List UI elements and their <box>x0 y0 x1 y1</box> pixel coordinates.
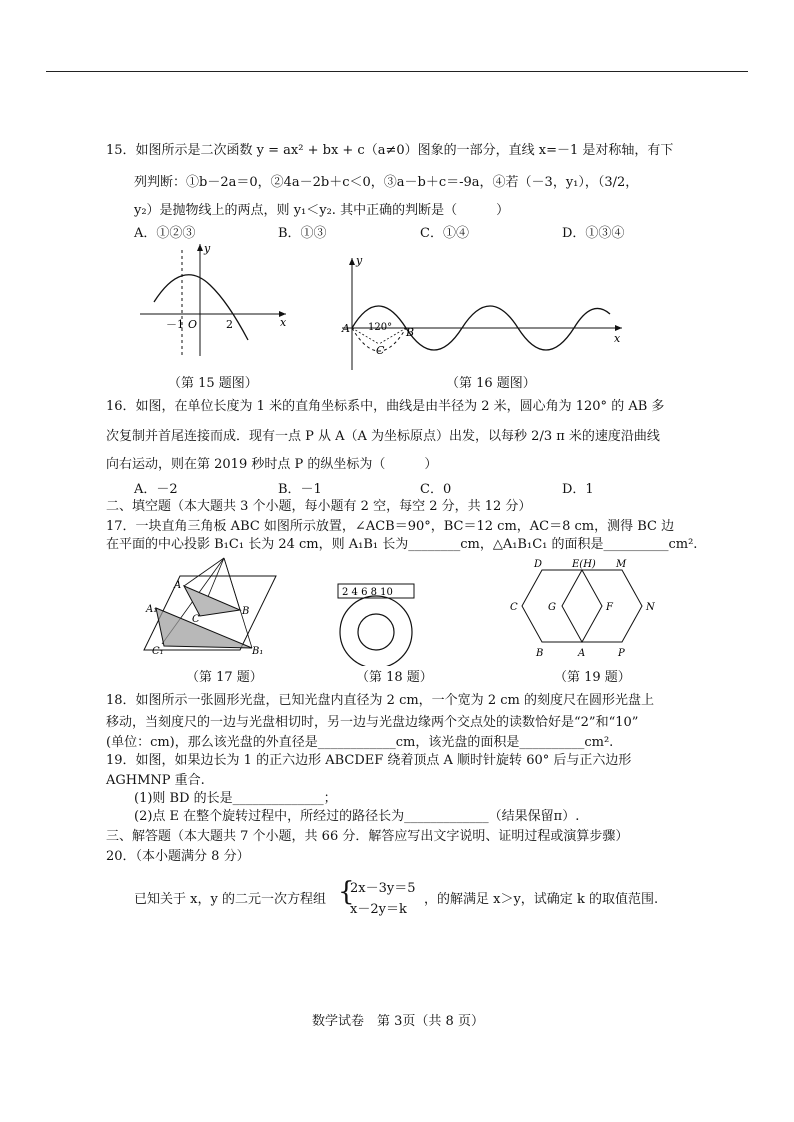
q16-line1: 16．如图，在单位长度为 1 米的直角坐标系中，曲线是由半径为 2 米，圆心角为 120° 的 AB 多 <box>106 399 665 414</box>
q18-line1: 18．如图所示一张圆形光盘，已知光盘内直径为 2 cm，一个宽为 2 cm 的刻度尺在圆形光盘上 <box>106 693 654 708</box>
q17-line2: 在平面的中心投影 B₁C₁ 长为 24 cm，则 A₁B₁ 长为________cm，△A₁B₁C₁ 的面积是__________cm². <box>106 537 698 552</box>
q15-line3: y₂）是抛物线上的两点，则 y₁＜y₂. 其中正确的判断是（ ） <box>134 203 510 218</box>
figure-16-arcs <box>338 254 628 372</box>
fig15-x-label: x <box>280 316 287 329</box>
q15-line2: 列判断：①b－2a＝0，②4a－2b＋c＜0，③a－b＋c＝-9a，④若（－3，y₁），（3/2， <box>134 175 639 190</box>
fig19-g-label: G <box>548 602 556 613</box>
figure-15-parabola <box>136 240 296 360</box>
fig17-b1-label: B₁ <box>252 646 264 657</box>
q16-option-d: D．1 <box>562 482 594 497</box>
fig18-caption: （第 18 题） <box>356 670 433 685</box>
figure-17-projection <box>140 556 280 660</box>
q15-option-d: D．①③④ <box>562 226 625 241</box>
fig18-ruler-label: 2 4 6 8 10 <box>342 587 393 598</box>
q20-text-post: ，的解满足 x＞y，试确定 k 的取值范围. <box>424 892 659 907</box>
fig16-a-label: A <box>342 322 350 335</box>
fig17-c1-label: C₁ <box>152 646 164 657</box>
fig15-origin-label: O <box>188 318 198 331</box>
q20-brace-icon: { <box>338 877 355 907</box>
fig17-caption: （第 17 题） <box>186 670 263 685</box>
fig16-y-label: y <box>356 254 363 267</box>
figure-19-hexagons <box>502 556 662 660</box>
fig15-caption: （第 15 题图） <box>168 376 258 391</box>
q16-option-b: B．－1 <box>278 482 322 497</box>
q16-line2: 次复制并首尾连接而成．现有一点 P 从 A（A 为坐标原点）出发，以每秒 2/3 π 米的速度沿曲线 <box>106 429 660 444</box>
fig15-neg1-label: －1 <box>166 318 184 331</box>
q15-option-c: C．①④ <box>420 226 469 241</box>
q15-option-a: A．①②③ <box>134 226 196 241</box>
fig17-c-label: C <box>192 614 200 625</box>
fig19-a-label: A <box>578 648 586 659</box>
fig15-two-label: 2 <box>226 318 233 331</box>
q18-line2: 移动，当刻度尺的一边与光盘相切时，另一边与光盘边缘两个交点处的读数恰好是“2”和“10” <box>106 715 639 730</box>
q18-line3: (单位：cm)，那么该光盘的外直径是____________cm，该光盘的面积是__________cm². <box>106 735 614 750</box>
q20-text-pre: 已知关于 x，y 的二元一次方程组 <box>134 892 326 907</box>
fig19-m-label: M <box>616 559 627 570</box>
fig19-c-label: C <box>510 602 518 613</box>
fig17-a-label: A <box>174 580 182 591</box>
q16-option-a: A．－2 <box>134 482 178 497</box>
fig16-angle-label: 120° <box>368 322 393 333</box>
fig16-c-label: C <box>376 344 385 357</box>
fig16-caption: （第 16 题图） <box>446 376 536 391</box>
q19-line3: (1)则 BD 的长是______________； <box>134 791 337 806</box>
q20-equation-2: x－2y＝k <box>350 902 407 917</box>
q15-line1: 15．如图所示是二次函数 y = ax² + bx + c（a≠0）图象的一部分，直线 x=－1 是对称轴，有下 <box>106 143 674 158</box>
fig19-d-label: D <box>534 559 543 570</box>
q17-line1: 17．一块直角三角板 ABC 如图所示放置，∠ACB＝90°，BC＝12 cm，AC＝8 cm，测得 BC 边 <box>106 519 675 534</box>
q16-line3: 向右运动，则在第 2019 秒时点 P 的纵坐标为（ ） <box>106 457 438 472</box>
fig19-p-label: P <box>618 648 625 659</box>
fig19-caption: （第 19 题） <box>554 670 631 685</box>
q15-option-b: B．①③ <box>278 226 327 241</box>
fig19-f-label: F <box>606 602 613 613</box>
section3-heading: 三、解答题（本大题共 7 个小题，共 66 分．解答应写出文字说明、证明过程或演算步骤） <box>106 829 629 844</box>
fig19-b-label: B <box>536 648 544 659</box>
q20-equation-1: 2x－3y＝5 <box>350 881 416 896</box>
fig16-b-label: B <box>406 326 415 339</box>
section2-heading: 二、填空题（本大题共 3 个小题，每小题有 2 空，每空 2 分，共 12 分） <box>106 499 532 514</box>
header-rule <box>46 71 748 72</box>
figure-18-disc <box>320 578 430 666</box>
fig16-x-label: x <box>614 332 621 345</box>
fig19-n-label: N <box>646 602 655 613</box>
q19-line2: AGHMNP 重合. <box>106 773 205 788</box>
fig17-a1-label: A₁ <box>146 604 158 615</box>
q20-heading: 20．（本小题满分 8 分） <box>106 849 250 864</box>
q19-line1: 19．如图，如果边长为 1 的正六边形 ABCDEF 绕着顶点 A 顺时针旋转 60° 后与正六边形 <box>106 753 632 768</box>
q19-line4: (2)点 E 在整个旋转过程中，所经过的路径长为_____________（结果保留π）. <box>134 809 580 824</box>
fig19-eh-label: E(H) <box>572 559 596 570</box>
fig17-b-label: B <box>242 606 250 617</box>
page-footer: 数学试卷 第 3页（共 8 页） <box>312 1014 484 1029</box>
fig15-y-label: y <box>204 242 211 255</box>
q16-option-c: C．0 <box>420 482 452 497</box>
